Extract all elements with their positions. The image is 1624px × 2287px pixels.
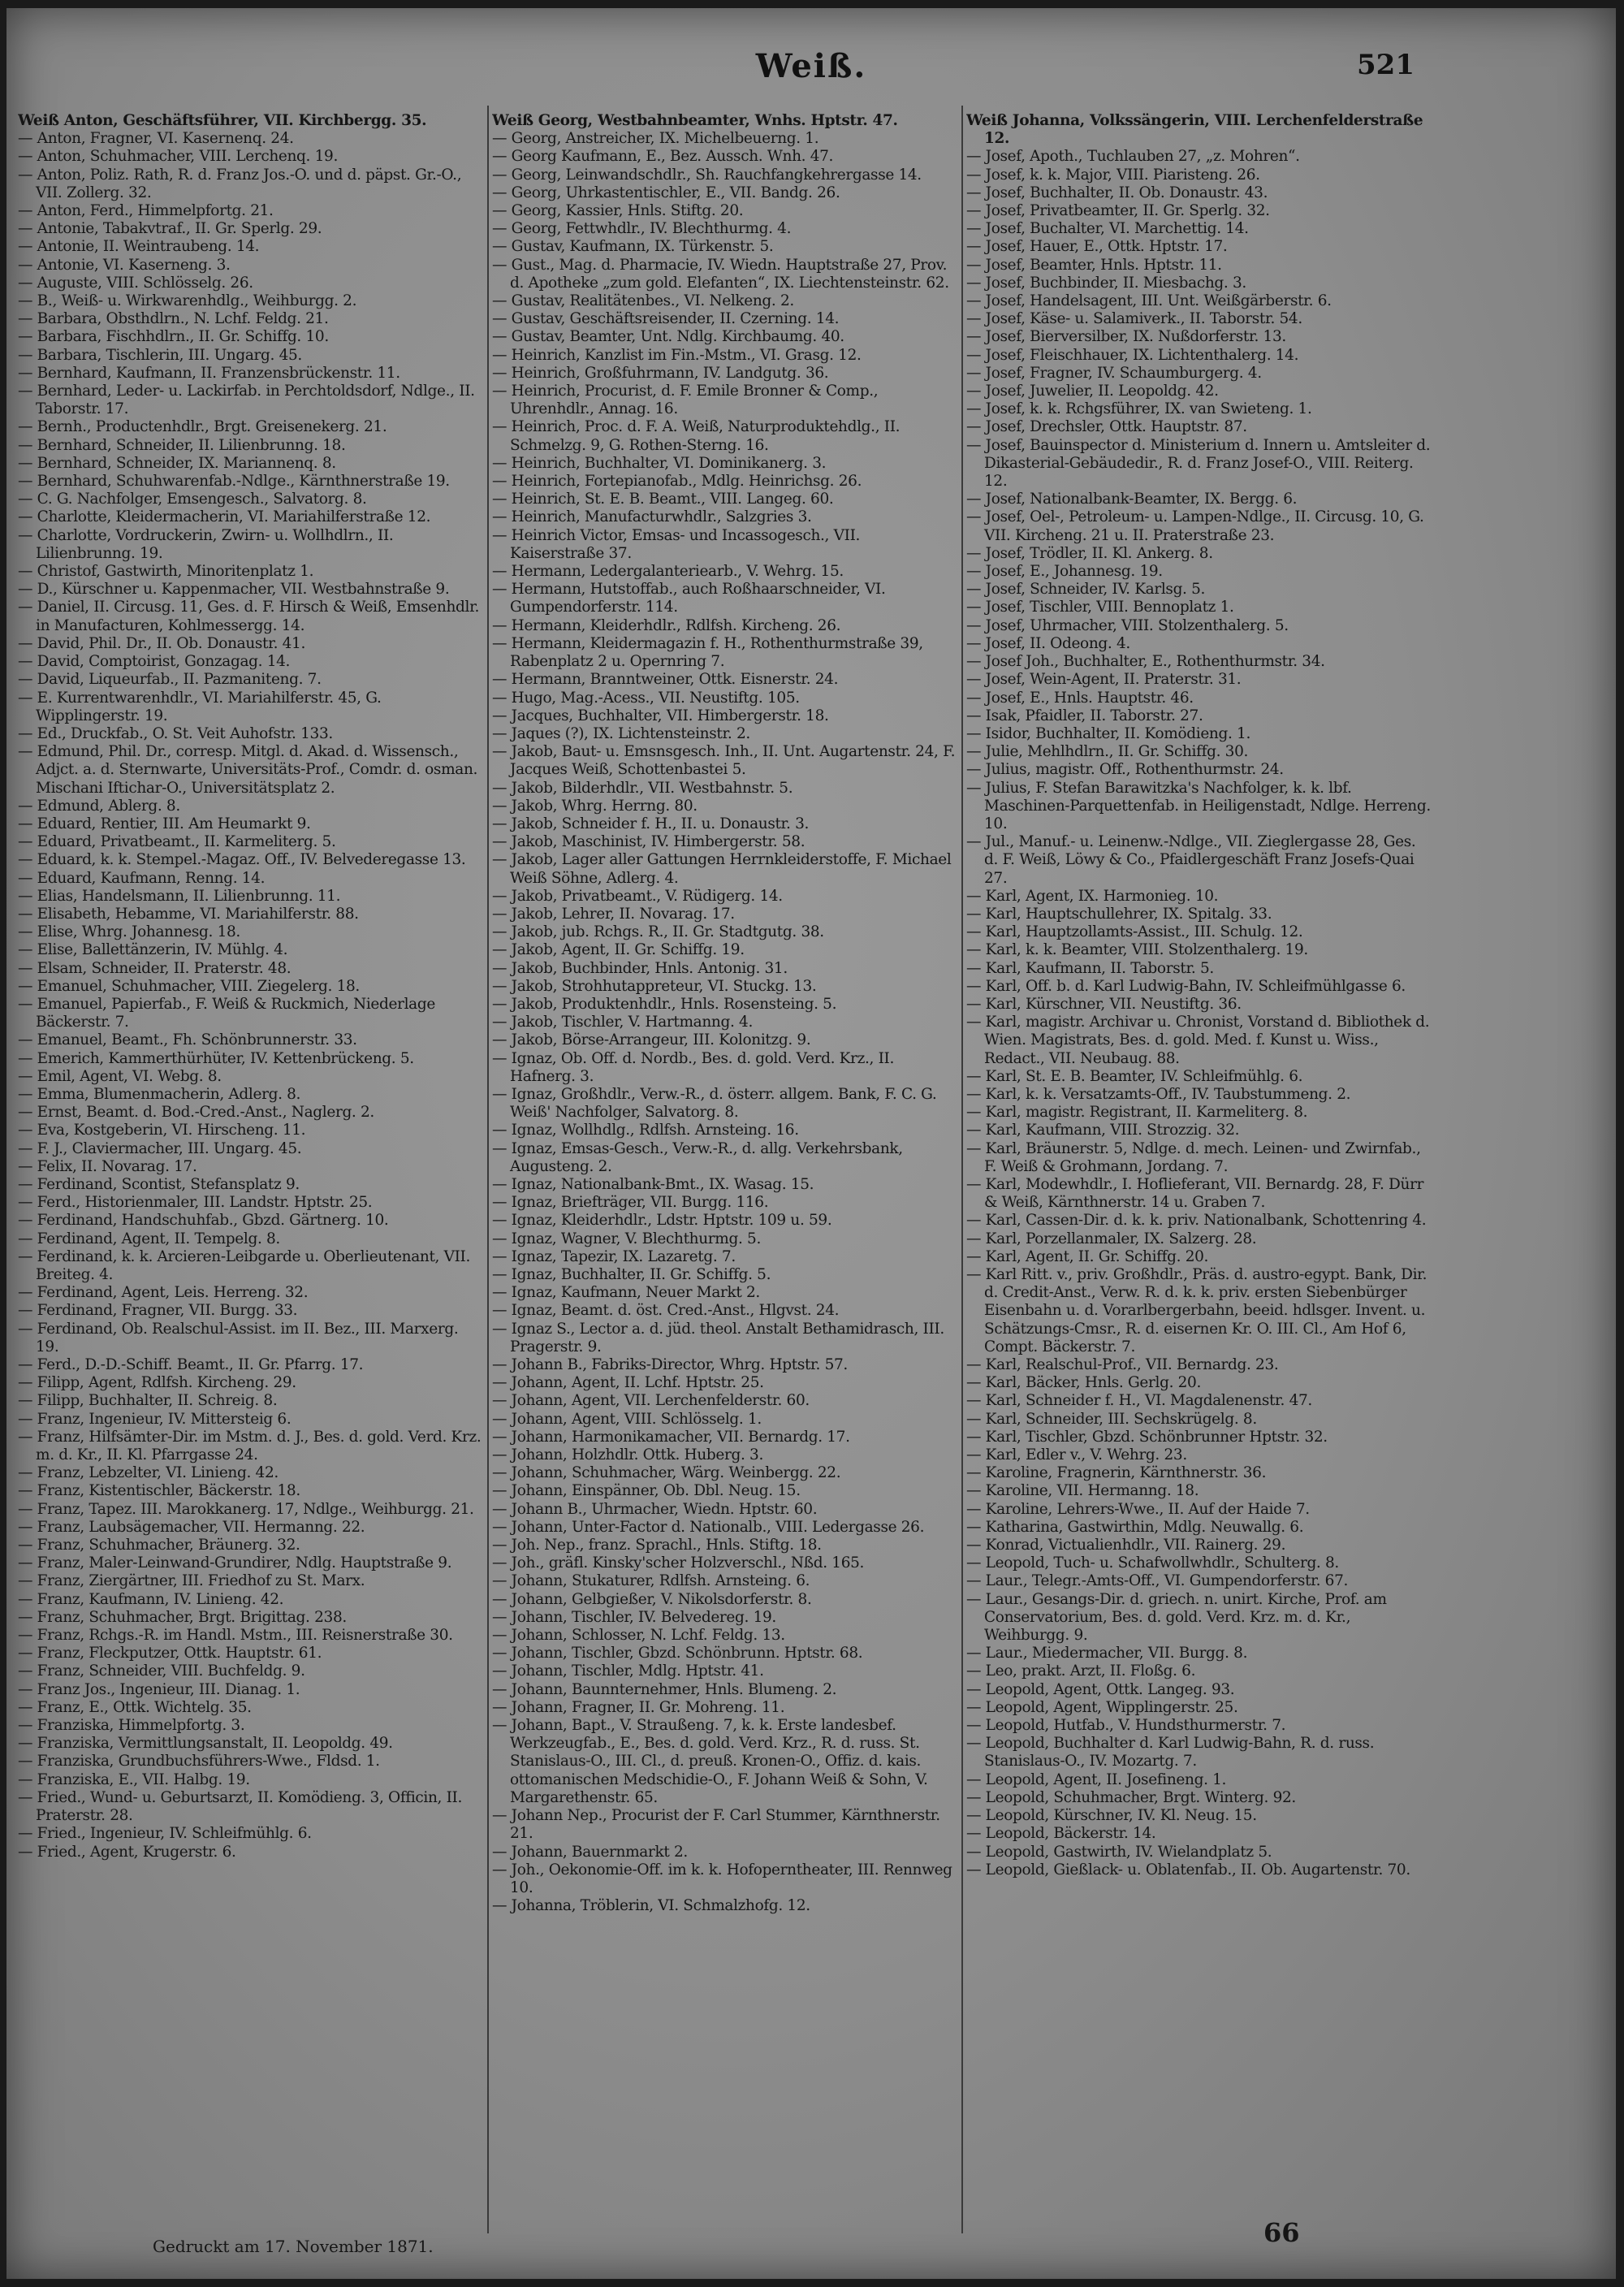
directory-entry: — Laur., Miedermacher, VII. Burgg. 8. (966, 1645, 1248, 1662)
directory-entry: — Ignaz, Briefträger, VII. Burgg. 116. (492, 1194, 769, 1212)
directory-entry: — Franz, Maler-Leinwand-Grundirer, Ndlg. Hauptstraße 9. (18, 1554, 452, 1572)
directory-entry: — Laur., Gesangs-Dir. d. griech. n. unirt. Kirche, Prof. am Conservatorium, Bes. d. gold. Verd. Krz. m. d. Kr., Weihburgg. 9. (966, 1590, 1387, 1645)
directory-entry: — Jakob, jub. Rchgs. R., II. Gr. Stadtgutg. 38. (492, 923, 824, 941)
directory-entry: — Jul., Manuf.- u. Leinenw.-Ndlge., VII. Zieglergasse 28, Ges. d. F. Weiß, Löwy & Co., Pfaidlergeschäft Franz Josefs-Quai 27. (966, 833, 1416, 887)
directory-entry: — Karl, Tischler, Gbzd. Schönbrunner Hptstr. 32. (966, 1428, 1328, 1446)
directory-entry: — Josef, Fleischhauer, IX. Lichtenthalerg. 14. (966, 346, 1299, 364)
directory-entry: — Isak, Pfaidler, II. Taborstr. 27. (966, 707, 1203, 724)
directory-entry: — Emanuel, Schuhmacher, VIII. Ziegelerg. 18. (18, 977, 360, 995)
directory-entry: — Georg, Leinwandschdlr., Sh. Rauchfangkehrergasse 14. (492, 166, 922, 184)
directory-entry: — Julie, Mehlhdlrn., II. Gr. Schiffg. 30. (966, 743, 1249, 761)
directory-entry: — Karl, Hauptzollamts-Assist., III. Schulg. 12. (966, 923, 1303, 941)
directory-entry: — Georg, Fettwhdlr., IV. Blechthurmg. 4. (492, 220, 792, 238)
directory-entry: — Karoline, Lehrers-Wwe., II. Auf der Haide 7. (966, 1500, 1310, 1518)
directory-entry: — Ignaz, Nationalbank-Bmt., IX. Wasag. 15. (492, 1175, 814, 1193)
directory-entry: — C. G. Nachfolger, Emsengesch., Salvatorg. 8. (18, 491, 367, 508)
directory-entry: — Elise, Ballettänzerin, IV. Mühlg. 4. (18, 941, 288, 959)
directory-entry: — Heinrich, St. E. B. Beamt., VIII. Langeg. 60. (492, 491, 834, 508)
directory-entry: — Leopold, Kürschner, IV. Kl. Neug. 15. (966, 1807, 1257, 1825)
directory-entry: — Karl, Schneider f. H., VI. Magdalenenstr. 47. (966, 1392, 1312, 1410)
directory-entry: — Bernhard, Kaufmann, II. Franzensbrückenstr. 11. (18, 364, 400, 382)
directory-entry: — Karl, k. k. Beamter, VIII. Stolzenthalerg. 19. (966, 941, 1308, 959)
directory-entry: — D., Kürschner u. Kappenmacher, VII. Westbahnstraße 9. (18, 581, 450, 599)
directory-entry: — Leopold, Agent, Wipplingerstr. 25. (966, 1698, 1238, 1716)
directory-entry: — Johann, Bauernmarkt 2. (492, 1843, 688, 1861)
directory-entry: — Johann, Tischler, Gbzd. Schönbrunn. Hptstr. 68. (492, 1645, 863, 1662)
directory-entry: Weiß Anton, Geschäftsführer, VII. Kirchbergg. 35. (18, 112, 427, 129)
directory-entry: — Edmund, Ablerg. 8. (18, 797, 180, 815)
directory-entry: — Antonie, VI. Kaserneng. 3. (18, 256, 231, 274)
directory-entry: — Christof, Gastwirth, Minoritenplatz 1. (18, 563, 314, 581)
directory-entry: — Heinrich, Kanzlist im Fin.-Mstm., VI. Grasg. 12. (492, 346, 862, 364)
directory-entry: — Johann B., Fabriks-Director, Whrg. Hptstr. 57. (492, 1356, 848, 1374)
directory-entry: — Josef, Handelsagent, III. Unt. Weißgärberstr. 6. (966, 292, 1332, 310)
directory-entry: — Franziska, Himmelpfortg. 3. (18, 1717, 245, 1735)
directory-entry: — Hermann, Branntweiner, Ottk. Eisnerstr. 24. (492, 671, 839, 689)
directory-entry: — Heinrich, Manufacturwhdlr., Salzgries 3. (492, 508, 812, 526)
directory-entry: — Franz, Kaufmann, IV. Linieng. 42. (18, 1590, 284, 1608)
directory-entry: — Gustav, Kaufmann, IX. Türkenstr. 5. (492, 238, 774, 256)
directory-entry: — Leopold, Agent, Ottk. Langeg. 93. (966, 1680, 1235, 1698)
directory-entry: — Josef, Buchbinder, II. Miesbachg. 3. (966, 274, 1246, 292)
directory-entry: — Hermann, Kleiderhdlr., Rdlfsh. Kircheng. 26. (492, 616, 841, 634)
directory-entry: — Karoline, Fragnerin, Kärnthnerstr. 36. (966, 1464, 1267, 1482)
directory-entry: — Elisabeth, Hebamme, VI. Mariahilferstr. 88. (18, 905, 359, 923)
directory-entry: — Franz, Schuhmacher, Bräunerg. 32. (18, 1537, 300, 1554)
directory-entry: — Laur., Telegr.-Amts-Off., VI. Gumpendorferstr. 67. (966, 1572, 1349, 1590)
directory-page (6, 8, 1616, 2279)
directory-entry: — Josef, Drechsler, Ottk. Hauptstr. 87. (966, 418, 1247, 436)
directory-entry: — Josef Joh., Buchhalter, E., Rothenthurmstr. 34. (966, 653, 1325, 671)
directory-entry: — Ferdinand, Fragner, VII. Burgg. 33. (18, 1302, 298, 1320)
directory-entry: — Ignaz, Emsas-Gesch., Verw.-R., d. allg. Verkehrsbank, Augusteng. 2. (492, 1139, 903, 1175)
directory-entry: — Karl, Cassen-Dir. d. k. k. priv. Nationalbank, Schottenring 4. (966, 1212, 1427, 1230)
directory-entry: — Bernhard, Schuhwarenfab.-Ndlge., Kärnthnerstraße 19. (18, 473, 450, 491)
directory-entry: — Eduard, k. k. Stempel.-Magaz. Off., IV. Belvederegasse 13. (18, 851, 466, 869)
directory-entry: — Ignaz, Wagner, V. Blechthurmg. 5. (492, 1230, 761, 1247)
directory-entry: — Karl, Realschul-Prof., VII. Bernardg. 23. (966, 1356, 1279, 1374)
directory-entry: — Gustav, Realitätenbes., VI. Nelkeng. 2. (492, 292, 794, 310)
directory-entry: — Heinrich, Großfuhrmann, IV. Landgutg. 36. (492, 364, 829, 382)
directory-entry: — Josef, Uhrmacher, VIII. Stolzenthalerg. 5. (966, 616, 1289, 634)
directory-entry: — Hermann, Ledergalanteriearb., V. Wehrg. 15. (492, 563, 844, 581)
directory-entry: — Filipp, Buchhalter, II. Schreig. 8. (18, 1392, 278, 1410)
directory-entry: — Ignaz, Kleiderhdlr., Ldstr. Hptstr. 109 u. 59. (492, 1212, 832, 1230)
directory-entry: — Bernh., Productenhdlr., Brgt. Greisenekerg. 21. (18, 418, 387, 436)
directory-entry: — Jakob, Bilderhdlr., VII. Westbahnstr. 5. (492, 779, 793, 797)
directory-entry: — Edmund, Phil. Dr., corresp. Mitgl. d. Akad. d. Wissensch., Adjct. a. d. Sternwarte, Universitäts-Prof., Comdr. d. osman. Mischani Iftichar-O., Universitätsplatz 2. (18, 743, 478, 797)
directory-entry: — Filipp, Agent, Rdlfsh. Kircheng. 29. (18, 1374, 296, 1392)
directory-entry: — Bernhard, Schneider, II. Lilienbrunng. 18. (18, 436, 346, 454)
directory-entry: — E. Kurrentwarenhdlr., VI. Mariahilferstr. 45, G. Wipplingerstr. 19. (18, 689, 382, 724)
directory-entry: — Isidor, Buchhalter, II. Komödieng. 1. (966, 724, 1250, 742)
directory-entry: — Jakob, Agent, II. Gr. Schiffg. 19. (492, 941, 745, 959)
directory-entry: — Fried., Wund- u. Geburtsarzt, II. Komödieng. 3, Officin, II. Praterstr. 28. (18, 1788, 463, 1825)
directory-entry: — Elise, Whrg. Johannesg. 18. (18, 923, 240, 941)
directory-entry: — Johann, Tischler, Mdlg. Hptstr. 41. (492, 1662, 764, 1680)
directory-entry: — Franz, E., Ottk. Wichtelg. 35. (18, 1698, 252, 1716)
directory-entry: — Leopold, Bäckerstr. 14. (966, 1825, 1156, 1843)
directory-entry: — Karl, Agent, IX. Harmonieg. 10. (966, 887, 1219, 905)
directory-entry: — Karoline, VII. Hermanng. 18. (966, 1482, 1199, 1500)
directory-entry: — Karl Ritt. v., priv. Großhdlr., Präs. d. austro-egypt. Bank, Dir. d. Credit-Anst., Verw. R. d. k. k. priv. ersten Siebenbürger Eisenbahn u. d. Vorarlbergerbahn, beeid. hdlsger. Invent. u. Schätzungs-Cmsr., R. d. eisernen Kr. O. III. Cl., Am Hof 6, Compt. Bäckerstr. 7. (966, 1266, 1427, 1355)
directory-entry: — Georg, Anstreicher, IX. Michelbeuerng. 1. (492, 130, 819, 148)
print-date-note: Gedruckt am 17. November 1871. (153, 2237, 434, 2256)
directory-entry: — Emerich, Kammerthürhüter, IV. Kettenbrückeng. 5. (18, 1049, 414, 1067)
directory-entry: — Bernhard, Schneider, IX. Mariannenq. 8. (18, 454, 336, 472)
directory-entry: — Eduard, Rentier, III. Am Heumarkt 9. (18, 815, 311, 832)
directory-entry: — Karl, Bäcker, Hnls. Gerlg. 20. (966, 1374, 1202, 1392)
directory-entry: — Josef, II. Odeong. 4. (966, 634, 1130, 652)
directory-entry: — Johann, Schuhmacher, Wärg. Weinbergg. 22. (492, 1464, 841, 1482)
directory-entry: — Karl, Hauptschullehrer, IX. Spitalg. 33. (966, 905, 1272, 923)
directory-entry: — Eduard, Kaufmann, Renng. 14. (18, 869, 266, 887)
directory-entry: — Josef, Tischler, VIII. Bennoplatz 1. (966, 599, 1234, 616)
directory-entry: — Franziska, Grundbuchsführers-Wwe., Fldsd. 1. (18, 1753, 380, 1770)
directory-entry: — Johann, Holzhdlr. Ottk. Huberg. 3. (492, 1446, 763, 1464)
directory-entry: — Ferd., D.-D.-Schiff. Beamt., II. Gr. Pfarrg. 17. (18, 1356, 364, 1374)
directory-entry: — Daniel, II. Circusg. 11, Ges. d. F. Hirsch & Weiß, Emsenhdlr. in Manufacturen, Kohlmessergg. 14. (18, 599, 480, 634)
directory-entry: — Johann, Stukaturer, Rdlfsh. Arnsteing. 6. (492, 1572, 810, 1590)
directory-entry: — Barbara, Fischhdlrn., II. Gr. Schiffg. 10. (18, 328, 329, 346)
page-number: 521 (1357, 49, 1415, 81)
directory-entry: — Johann Nep., Procurist der F. Carl Stummer, Kärnthnerstr. 21. (492, 1807, 940, 1843)
directory-entry: — Josef, Bierversilber, IX. Nußdorferstr. 13. (966, 328, 1286, 346)
directory-entry: — Hermann, Hutstoffab., auch Roßhaarschneider, VI. Gumpendorferstr. 114. (492, 581, 886, 616)
directory-entry: — Josef, E., Hnls. Hauptstr. 46. (966, 689, 1194, 707)
directory-entry: — Johann, Gelbgießer, V. Nikolsdorferstr. 8. (492, 1590, 812, 1608)
directory-entry: — Johann, Agent, VII. Lerchenfelderstr. 60. (492, 1392, 810, 1410)
directory-entry: — Gust., Mag. d. Pharmacie, IV. Wiedn. Hauptstraße 27, Prov. d. Apotheke „zum gold. Elefanten“, IX. Liechtensteinstr. 62. (492, 256, 949, 292)
directory-entry: — David, Comptoirist, Gonzagag. 14. (18, 653, 291, 671)
directory-entry: — Johann, Harmonikamacher, VII. Bernardg. 17. (492, 1428, 850, 1446)
directory-entry: — Josef, Beamter, Hnls. Hptstr. 11. (966, 256, 1222, 274)
directory-entry: — Leopold, Buchhalter d. Karl Ludwig-Bahn, R. d. russ. Stanislaus-O., IV. Mozartg. 7. (966, 1735, 1375, 1770)
directory-entry: — Emma, Blumenmacherin, Adlerg. 8. (18, 1085, 301, 1103)
directory-entry: — Leopold, Schuhmacher, Brgt. Winterg. 92. (966, 1788, 1296, 1806)
directory-entry: — Leopold, Hutfab., V. Hundsthurmerstr. 7. (966, 1717, 1286, 1735)
directory-entry: — David, Phil. Dr., II. Ob. Donaustr. 41. (18, 634, 306, 652)
directory-entry: — Josef, Fragner, IV. Schaumburgerg. 4. (966, 364, 1262, 382)
directory-entry: — Karl, Agent, II. Gr. Schiffg. 20. (966, 1247, 1209, 1265)
directory-entry: — Ferdinand, k. k. Arcieren-Leibgarde u. Oberlieutenant, VII. Breiteg. 4. (18, 1247, 471, 1283)
directory-entry: — Ernst, Beamt. d. Bod.-Cred.-Anst., Naglerg. 2. (18, 1104, 374, 1122)
directory-entry: — Josef, Bauinspector d. Ministerium d. Innern u. Amtsleiter d. Dikasterial-Gebäudedir., R. d. Franz Josef-O., VIII. Reiterg. 12. (966, 436, 1431, 491)
directory-entry: — Franz, Fleckputzer, Ottk. Hauptstr. 61. (18, 1645, 322, 1662)
directory-entry: — Joh., gräfl. Kinsky'scher Holzverschl., Nßd. 165. (492, 1554, 865, 1572)
directory-entry: — Franz, Ziergärtner, III. Friedhof zu St. Marx. (18, 1572, 365, 1590)
directory-entry: — Georg, Kassier, Hnls. Stiftg. 20. (492, 202, 744, 220)
directory-entry: — Franz, Laubsägemacher, VII. Hermanng. 22. (18, 1518, 365, 1536)
directory-entry: — Leopold, Tuch- u. Schafwollwhdlr., Schulterg. 8. (966, 1554, 1339, 1572)
directory-entry: — Ignaz, Beamt. d. öst. Cred.-Anst., Hlgvst. 24. (492, 1302, 840, 1320)
directory-entry: — Josef, k. k. Major, VIII. Piaristeng. 26. (966, 166, 1260, 184)
directory-entry: — Ferdinand, Agent, II. Tempelg. 8. (18, 1230, 280, 1247)
directory-entry: — Ferdinand, Ob. Realschul-Assist. im II. Bez., III. Marxerg. 19. (18, 1320, 459, 1355)
directory-entry: — Josef, Trödler, II. Kl. Ankerg. 8. (966, 544, 1213, 562)
directory-entry: — Josef, Buchalter, VI. Marchettig. 14. (966, 220, 1249, 238)
directory-entry: — Johann, Agent, VIII. Schlösselg. 1. (492, 1410, 762, 1428)
directory-entry: — Johann, Baunnternehmer, Hnls. Blumeng. 2. (492, 1680, 837, 1698)
directory-entry: — Johann, Bapt., V. Straußeng. 7, k. k. Erste landesbef. Werkzeugfab., E., Bes. d. gold. Verd. Krz., R. d. russ. St. Stanislaus-O., III. Cl., d. preuß. Kronen-O., Offiz. d. kais. ottomanischen Medschidie-O., F. Johann Weiß & Sohn, V. Margarethenstr. 65. (492, 1717, 928, 1806)
directory-entry: — Fried., Agent, Krugerstr. 6. (18, 1843, 236, 1861)
directory-column-left (18, 112, 482, 2224)
directory-entry: — Josef, Wein-Agent, II. Praterstr. 31. (966, 671, 1242, 689)
directory-entry: — Johanna, Tröblerin, VI. Schmalzhofg. 12. (492, 1897, 810, 1915)
directory-entry: — David, Liqueurfab., II. Pazmaniteng. 7. (18, 671, 322, 689)
directory-entry: — Ignaz, Tapezir, IX. Lazaretg. 7. (492, 1247, 736, 1265)
directory-entry: — Karl, Kürschner, VII. Neustiftg. 36. (966, 995, 1242, 1013)
directory-entry: — Joh., Oekonomie-Off. im k. k. Hofoperntheater, III. Rennweg 10. (492, 1861, 952, 1896)
directory-entry: — Karl, Off. b. d. Karl Ludwig-Bahn, IV. Schleifmühlgasse 6. (966, 977, 1406, 995)
directory-entry: — Jakob, Maschinist, IV. Himbergerstr. 58. (492, 833, 806, 851)
directory-entry: — Josef, Juwelier, II. Leopoldg. 42. (966, 383, 1219, 400)
directory-entry: — Ignaz, Großhdlr., Verw.-R., d. österr. allgem. Bank, F. C. G. Weiß' Nachfolger, Salvatorg. 8. (492, 1085, 937, 1122)
directory-entry: — Anton, Fragner, VI. Kasernenq. 24. (18, 130, 294, 148)
directory-entry: — Franz Jos., Ingenieur, III. Dianag. 1. (18, 1680, 300, 1698)
directory-entry: — Franziska, E., VII. Halbg. 19. (18, 1770, 250, 1788)
directory-entry: Weiß Johanna, Volkssängerin, VIII. Lerchenfelderstraße 12. (966, 112, 1423, 148)
directory-entry: — Jakob, Lager aller Gattungen Herrnkleiderstoffe, F. Michael Weiß Söhne, Adlerg. 4. (492, 851, 952, 887)
directory-entry: — Hugo, Mag.-Acess., VII. Neustiftg. 105. (492, 689, 800, 707)
directory-column-middle (492, 112, 957, 2224)
directory-entry: — Emanuel, Beamt., Fh. Schönbrunnerstr. 33. (18, 1031, 357, 1049)
directory-entry: — Heinrich, Procurist, d. F. Emile Bronner & Comp., Uhrenhdlr., Annag. 16. (492, 383, 879, 418)
directory-entry: — Charlotte, Vordruckerin, Zwirn- u. Wollhdlrn., II. Lilienbrunng. 19. (18, 526, 394, 562)
directory-entry: — Jakob, Strohhutappreteur, VI. Stuckg. 13. (492, 977, 817, 995)
directory-entry: — F. J., Claviermacher, III. Ungarg. 45. (18, 1139, 302, 1157)
directory-entry: — Josef, Nationalbank-Beamter, IX. Bergg. 6. (966, 491, 1298, 508)
directory-entry: — Johann B., Uhrmacher, Wiedn. Hptstr. 60. (492, 1500, 818, 1518)
directory-entry: — Karl, St. E. B. Beamter, IV. Schleifmühlg. 6. (966, 1067, 1303, 1085)
directory-entry: — Franz, Rchgs.-R. im Handl. Mstm., III. Reisnerstraße 30. (18, 1627, 453, 1645)
directory-entry: — Eva, Kostgeberin, VI. Hirscheng. 11. (18, 1122, 306, 1139)
directory-entry: — Eduard, Privatbeamt., II. Karmeliterg. 5. (18, 833, 336, 851)
directory-entry: — Ignaz, Buchhalter, II. Gr. Schiffg. 5. (492, 1266, 771, 1283)
directory-entry: — Jakob, Börse-Arrangeur, III. Kolonitzg. 9. (492, 1031, 811, 1049)
directory-entry: — Franz, Kistentischler, Bäckerstr. 18. (18, 1482, 300, 1500)
directory-entry: — Anton, Ferd., Himmelpfortg. 21. (18, 202, 274, 220)
directory-entry: — Karl, Modewhdlr., I. Hoflieferant, VII. Bernardg. 28, F. Dürr & Weiß, Kärnthnerstr. 14 u. Graben 7. (966, 1175, 1424, 1212)
directory-entry: — Emanuel, Papierfab., F. Weiß & Ruckmich, Niederlage Bäckerstr. 7. (18, 995, 435, 1031)
signature-mark: 66 (1263, 2217, 1300, 2248)
directory-entry: — Karl, Kaufmann, VIII. Strozzig. 32. (966, 1122, 1240, 1139)
directory-column-right (966, 112, 1432, 2224)
directory-entry: — Franz, Schuhmacher, Brgt. Brigittag. 238. (18, 1608, 347, 1626)
directory-entry: — Josef, Schneider, IV. Karlsg. 5. (966, 581, 1206, 599)
page-title: Weiß. (755, 47, 867, 85)
directory-entry: — Emil, Agent, VI. Webg. 8. (18, 1067, 222, 1085)
directory-entry: — Franziska, Vermittlungsanstalt, II. Leopoldg. 49. (18, 1735, 393, 1753)
directory-entry: — Leopold, Gießlack- u. Oblatenfab., II. Ob. Augartenstr. 70. (966, 1861, 1410, 1878)
directory-entry: — Jacques, Buchhalter, VII. Himbergerstr. 18. (492, 707, 829, 724)
directory-entry: — Josef, Privatbeamter, II. Gr. Sperlg. 32. (966, 202, 1270, 220)
directory-entry: — Ferdinand, Scontist, Stefansplatz 9. (18, 1175, 300, 1193)
directory-entry: — Hermann, Kleidermagazin f. H., Rothenthurmstraße 39, Rabenplatz 2 u. Opernring 7. (492, 634, 923, 671)
directory-entry: — Johann, Fragner, II. Gr. Mohreng. 11. (492, 1698, 785, 1716)
directory-entry: — Karl, Porzellanmaler, IX. Salzerg. 28. (966, 1230, 1257, 1247)
directory-entry: — B., Weiß- u. Wirkwarenhdlg., Weihburgg. 2. (18, 292, 357, 310)
directory-entry: — Georg, Uhrkastentischler, E., VII. Bandg. 26. (492, 184, 840, 201)
directory-entry: — Josef, E., Johannesg. 19. (966, 563, 1163, 581)
directory-entry: — Karl, Edler v., V. Wehrg. 23. (966, 1446, 1187, 1464)
directory-entry: — Julius, F. Stefan Barawitzka's Nachfolger, k. k. lbf. Maschinen-Parquettenfab. in Heiligenstadt, Ndlge. Herreng. 10. (966, 779, 1431, 832)
directory-entry: — Bernhard, Leder- u. Lackirfab. in Perchtoldsdorf, Ndlge., II. Taborstr. 17. (18, 383, 475, 418)
directory-entry: — Gustav, Geschäftsreisender, II. Czerning. 14. (492, 310, 840, 328)
directory-entry: — Karl, Bräunerstr. 5, Ndlge. d. mech. Leinen- und Zwirnfab., F. Weiß & Grohmann, Jordang. 7. (966, 1139, 1421, 1175)
directory-entry: — Jakob, Baut- u. Emsnsgesch. Inh., II. Unt. Augartenstr. 24, F. Jacques Weiß, Schottenbastei 5. (492, 743, 956, 779)
directory-entry: — Ferdinand, Agent, Leis. Herreng. 32. (18, 1284, 309, 1302)
directory-entry: — Franz, Schneider, VIII. Buchfeldg. 9. (18, 1662, 305, 1680)
directory-entry: — Karl, magistr. Archivar u. Chronist, Vorstand d. Bibliothek d. Wien. Magistrats, Bes. d. gold. Med. f. Kunst u. Wiss., Redact., VII. Neubaug. 88. (966, 1014, 1430, 1067)
directory-entry: — Jakob, Produktenhdlr., Hnls. Rosensteing. 5. (492, 995, 837, 1013)
directory-entry: — Johann, Tischler, IV. Belvedereg. 19. (492, 1608, 776, 1626)
directory-entry: — Franz, Lebzelter, VI. Linieng. 42. (18, 1464, 279, 1482)
directory-entry: — Karl, Schneider, III. Sechskrügelg. 8. (966, 1410, 1257, 1428)
directory-entry: — Barbara, Obsthdlrn., N. Lchf. Feldg. 21. (18, 310, 329, 328)
directory-entry: — Franz, Hilfsämter-Dir. im Mstm. d. J., Bes. d. gold. Verd. Krz. m. d. Kr., II. Kl. Pfarrgasse 24. (18, 1428, 482, 1464)
directory-entry: — Heinrich Victor, Emsas- und Incassogesch., VII. Kaiserstraße 37. (492, 526, 861, 562)
directory-entry: — Josef, Oel-, Petroleum- u. Lampen-Ndlge., II. Circusg. 10, G. VII. Kircheng. 21 u. II. Praterstraße 23. (966, 508, 1424, 544)
directory-entry: — Fried., Ingenieur, IV. Schleifmühlg. 6. (18, 1825, 312, 1843)
directory-entry: — Franz, Ingenieur, IV. Mittersteig 6. (18, 1410, 292, 1428)
directory-entry: — Johann, Einspänner, Ob. Dbl. Neug. 15. (492, 1482, 801, 1500)
directory-entry: — Johann, Unter-Factor d. Nationalb., VIII. Ledergasse 26. (492, 1518, 925, 1536)
directory-entry: — Jakob, Privatbeamt., V. Rüdigerg. 14. (492, 887, 783, 905)
directory-entry: — Ferdinand, Handschuhfab., Gbzd. Gärtnerg. 10. (18, 1212, 389, 1230)
directory-entry: — Heinrich, Proc. d. F. A. Weiß, Naturproduktehdlg., II. Schmelzg. 9, G. Rothen-Sterng. 16. (492, 418, 901, 454)
directory-entry: — Jaques (?), IX. Lichtensteinstr. 2. (492, 724, 750, 742)
directory-entry: — Barbara, Tischlerin, III. Ungarg. 45. (18, 346, 302, 364)
directory-entry: — Johann, Agent, II. Lchf. Hptstr. 25. (492, 1374, 764, 1392)
directory-entry: — Josef, k. k. Rchgsführer, IX. van Swieteng. 1. (966, 400, 1312, 418)
directory-entry: — Heinrich, Fortepianofab., Mdlg. Heinrichsg. 26. (492, 473, 862, 491)
directory-entry: — Felix, II. Novarag. 17. (18, 1157, 197, 1175)
directory-entry: — Leopold, Gastwirth, IV. Wielandplatz 5. (966, 1843, 1272, 1861)
directory-entry: — Ignaz, Ob. Off. d. Nordb., Bes. d. gold. Verd. Krz., II. Hafnerg. 3. (492, 1049, 895, 1085)
directory-entry: — Elias, Handelsmann, II. Lilienbrunng. 11. (18, 887, 341, 905)
directory-entry: — Konrad, Victualienhdlr., VII. Rainerg. 29. (966, 1537, 1286, 1554)
directory-entry: — Antonie, II. Weintraubeng. 14. (18, 238, 260, 256)
directory-entry: — Josef, Buchhalter, II. Ob. Donaustr. 43. (966, 184, 1268, 201)
directory-entry: — Heinrich, Buchhalter, VI. Dominikanerg. 3. (492, 454, 827, 472)
directory-entry: — Joh. Nep., franz. Sprachl., Hnls. Stiftg. 18. (492, 1537, 822, 1554)
directory-entry: — Leopold, Agent, II. Josefineng. 1. (966, 1770, 1227, 1788)
directory-entry: — Josef, Hauer, E., Ottk. Hptstr. 17. (966, 238, 1228, 256)
directory-entry: — Jakob, Lehrer, II. Novarag. 17. (492, 905, 735, 923)
directory-entry: — Ignaz, Wollhdlg., Rdlfsh. Arnsteing. 16. (492, 1122, 799, 1139)
directory-entry: — Julius, magistr. Off., Rothenthurmstr. 24. (966, 761, 1284, 779)
directory-entry: — Jakob, Tischler, V. Hartmanng. 4. (492, 1014, 753, 1031)
directory-entry: — Ignaz, Kaufmann, Neuer Markt 2. (492, 1284, 760, 1302)
directory-entry: — Josef, Apoth., Tuchlauben 27, „z. Mohren“. (966, 148, 1300, 166)
column-divider (487, 106, 489, 2233)
directory-entry: — Karl, k. k. Versatzamts-Off., IV. Taubstummeng. 2. (966, 1085, 1351, 1103)
directory-entry: — Karl, Kaufmann, II. Taborstr. 5. (966, 959, 1214, 977)
directory-entry: Weiß Georg, Westbahnbeamter, Wnhs. Hptstr. 47. (492, 112, 898, 129)
directory-entry: — Elsam, Schneider, II. Praterstr. 48. (18, 959, 292, 977)
directory-entry: — Jakob, Schneider f. H., II. u. Donaustr. 3. (492, 815, 810, 832)
directory-entry: — Josef, Käse- u. Salamiverk., II. Taborstr. 54. (966, 310, 1302, 328)
directory-entry: — Jakob, Whrg. Herrng. 80. (492, 797, 698, 815)
directory-entry: — Johann, Schlosser, N. Lchf. Feldg. 13. (492, 1627, 785, 1645)
directory-entry: — Gustav, Beamter, Unt. Ndlg. Kirchbaumg. 40. (492, 328, 844, 346)
directory-entry: — Franz, Tapez. III. Marokkanerg. 17, Ndlge., Weihburgg. 21. (18, 1500, 474, 1518)
directory-entry: — Antonie, Tabakvtraf., II. Gr. Sperlg. 29. (18, 220, 322, 238)
directory-entry: — Leo, prakt. Arzt, II. Floßg. 6. (966, 1662, 1196, 1680)
directory-entry: — Auguste, VIII. Schlösselg. 26. (18, 274, 253, 292)
directory-entry: — Ignaz S., Lector a. d. jüd. theol. Anstalt Bethamidrasch, III. Pragerstr. 9. (492, 1320, 944, 1355)
directory-entry: — Charlotte, Kleidermacherin, VI. Mariahilferstraße 12. (18, 508, 431, 526)
directory-entry: — Katharina, Gastwirthin, Mdlg. Neuwallg. 6. (966, 1518, 1304, 1536)
directory-entry: — Georg Kaufmann, E., Bez. Aussch. Wnh. 47. (492, 148, 834, 166)
directory-entry: — Jakob, Buchbinder, Hnls. Antonig. 31. (492, 959, 788, 977)
column-divider (961, 106, 963, 2233)
directory-entry: — Ferd., Historienmaler, III. Landstr. Hptstr. 25. (18, 1194, 373, 1212)
directory-entry: — Ed., Druckfab., O. St. Veit Auhofstr. 133. (18, 724, 333, 742)
directory-entry: — Karl, magistr. Registrant, II. Karmeliterg. 8. (966, 1104, 1308, 1122)
directory-entry: — Anton, Schuhmacher, VIII. Lerchenq. 19. (18, 148, 338, 166)
directory-entry: — Anton, Poliz. Rath, R. d. Franz Jos.-O. und d. päpst. Gr.-O., VII. Zollerg. 32. (18, 166, 462, 201)
